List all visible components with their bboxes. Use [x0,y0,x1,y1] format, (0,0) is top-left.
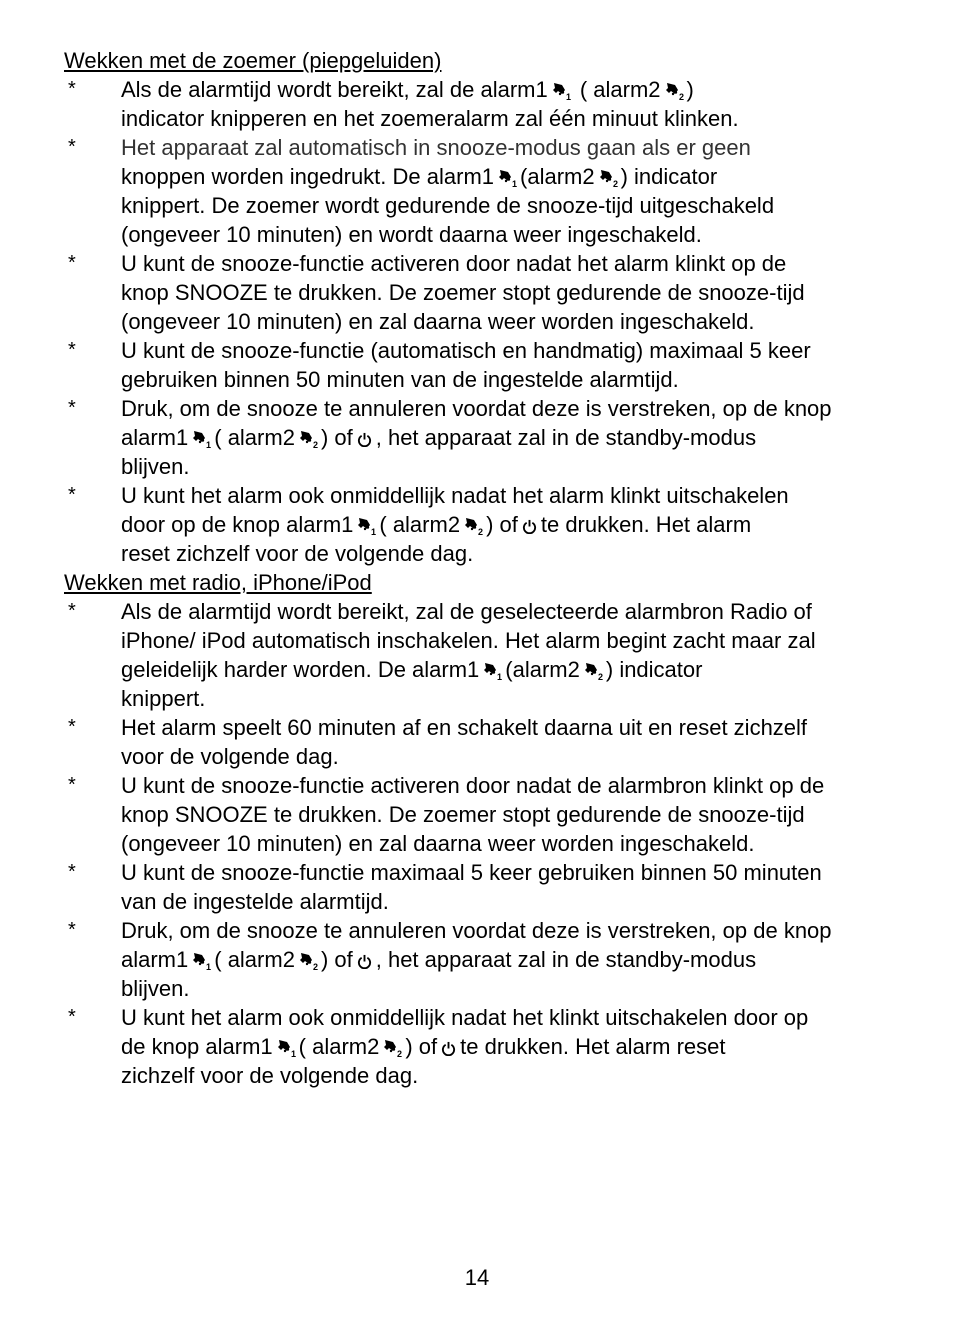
bullet-star: * [68,397,76,419]
list-item [64,75,904,133]
list-item [64,336,904,394]
text-line [121,220,904,249]
power-icon [441,1041,456,1056]
alarm1-icon [482,661,502,681]
svg-text:2: 2 [678,92,684,101]
text-line [121,394,904,423]
text-line [121,278,904,307]
text-segment: ) [686,77,694,102]
text-segment: reset zichzelf voor de volgende dag. [121,541,474,566]
text-segment: Als de alarmtijd wordt bereikt, zal de geselecteerde alarmbron Radio of [121,599,812,624]
text-segment: knoppen worden ingedrukt. De alarm1 [121,164,495,189]
bullet-star: * [68,774,76,796]
list-item [64,481,904,568]
text-line [121,162,904,191]
text-segment: knippert. [121,686,206,711]
bullet-list [64,597,904,1090]
bullet-star: * [68,919,76,941]
text-line [121,133,904,162]
svg-text:1: 1 [497,672,503,681]
text-segment: van de ingestelde alarmtijd. [121,889,389,914]
alarm2-icon [598,168,618,188]
bullet-star: * [68,339,76,361]
text-line [121,249,904,278]
bullet-star: * [68,136,76,158]
text-segment: ) of [486,512,518,537]
alarm1-icon [191,951,211,971]
text-segment: geleidelijk harder worden. De alarm1 [121,657,480,682]
text-line [121,1032,904,1061]
text-segment: Als de alarmtijd wordt bereikt, zal de alarm1 [121,77,548,102]
text-segment: ( alarm2 [379,512,461,537]
text-line [121,452,904,481]
text-segment: (ongeveer 10 minuten) en zal daarna weer worden ingeschakeld. [121,831,755,856]
svg-text:1: 1 [565,92,571,101]
text-line [121,800,904,829]
power-icon [357,432,372,447]
text-segment: ) of [320,947,353,972]
text-segment: (alarm2 [520,164,595,189]
text-segment: alarm1 [121,947,189,972]
text-segment: Druk, om de snooze te annuleren voordat deze is verstreken, op de knop [121,396,832,421]
alarm2-icon [298,951,318,971]
text-segment: ( alarm2 [214,947,295,972]
text-segment: iPhone/ iPod automatisch inschakelen. Het alarm begint zacht maar zal [121,628,816,653]
alarm2-icon [664,81,684,101]
text-segment: door op de knop alarm1 [121,512,354,537]
text-line [121,481,904,510]
bullet-star: * [68,1006,76,1028]
text-segment: (alarm2 [505,657,580,682]
bullet-star: * [68,716,76,738]
text-segment: (ongeveer 10 minuten) en wordt daarna weer ingeschakeld. [121,222,702,247]
bullet-star: * [68,600,76,622]
bullet-star: * [68,78,76,100]
text-segment: voor de volgende dag. [121,744,339,769]
text-line [121,510,904,539]
page-number: 14 [464,1265,490,1290]
list-item [64,249,904,336]
text-line [121,916,904,945]
alarm2-icon [463,516,483,536]
list-item [64,916,904,1003]
text-segment: U kunt het alarm ook onmiddellijk nadat het klinkt uitschakelen door op [121,1005,809,1030]
text-line [121,713,904,742]
list-item [64,597,904,713]
text-segment: gebruiken binnen 50 minuten van de ingestelde alarmtijd. [121,367,679,392]
text-line [121,771,904,800]
text-line [121,887,904,916]
svg-text:2: 2 [397,1049,403,1058]
svg-text:1: 1 [512,179,518,188]
text-segment: U kunt de snooze-functie (automatisch en handmatig) maximaal 5 keer [121,338,811,363]
list-item [64,394,904,481]
text-segment: ) of [405,1034,438,1059]
text-segment: zichzelf voor de volgende dag. [121,1063,419,1088]
text-segment: Het apparaat zal automatisch in snooze-modus gaan als er geen [121,135,751,160]
text-segment: te drukken. Het alarm [540,512,752,537]
svg-text:2: 2 [612,179,618,188]
svg-text:2: 2 [312,962,318,971]
text-segment: , het apparaat zal in de standby-modus [375,947,757,972]
list-item [64,858,904,916]
alarm1-icon [356,516,376,536]
text-segment: ) indicator [620,164,718,189]
text-line [121,1003,904,1032]
text-line [121,626,904,655]
text-line [121,191,904,220]
svg-text:1: 1 [206,962,212,971]
text-line [121,539,904,568]
svg-text:2: 2 [478,527,484,536]
section-heading: Wekken met de zoemer (piepgeluiden) [64,48,442,73]
text-line [121,75,904,104]
text-segment: ( alarm2 [298,1034,380,1059]
text-segment: U kunt de snooze-functie maximaal 5 keer gebruiken binnen 50 minuten [121,860,822,885]
svg-text:1: 1 [371,527,377,536]
text-segment: blijven. [121,976,190,1001]
text-segment: Druk, om de snooze te annuleren voordat deze is verstreken, op de knop [121,918,832,943]
text-segment: ) indicator [605,657,703,682]
text-line [121,104,904,133]
text-segment: (ongeveer 10 minuten) en zal daarna weer worden ingeschakeld. [121,309,755,334]
bullet-star: * [68,252,76,274]
list-item [64,1003,904,1090]
text-segment: indicator knipperen en het zoemeralarm zal één minuut klinken. [121,106,739,131]
text-segment: knippert. De zoemer wordt gedurende de snooze-tijd uitgeschakeld [121,193,775,218]
text-segment: , het apparaat zal in de standby-modus [375,425,757,450]
svg-text:1: 1 [290,1049,296,1058]
list-item [64,713,904,771]
text-segment: Het alarm speelt 60 minuten af en schakelt daarna uit en reset zichzelf [121,715,808,740]
bullet-star: * [68,484,76,506]
text-line [121,742,904,771]
alarm2-icon [382,1038,402,1058]
alarm1-icon [497,168,517,188]
text-segment: U kunt het alarm ook onmiddellijk nadat het alarm klinkt uitschakelen [121,483,789,508]
text-segment: de knop alarm1 [121,1034,273,1059]
text-line [121,365,904,394]
bullet-star: * [68,861,76,883]
list-item [64,771,904,858]
text-line [121,945,904,974]
text-line [121,858,904,887]
power-icon [522,519,537,534]
text-segment: U kunt de snooze-functie activeren door nadat de alarmbron klinkt op de [121,773,825,798]
svg-text:2: 2 [597,672,603,681]
text-line [121,974,904,1003]
text-segment: ( alarm2 [214,425,295,450]
text-segment: knop SNOOZE te drukken. De zoemer stopt gedurende de snooze-tijd [121,280,805,305]
alarm1-icon [191,429,211,449]
alarm2-icon [298,429,318,449]
text-segment: blijven. [121,454,190,479]
bullet-list [64,75,904,568]
text-line [121,655,904,684]
alarm2-icon [583,661,603,681]
svg-text:2: 2 [312,440,318,449]
text-line [121,307,904,336]
text-segment: U kunt de snooze-functie activeren door nadat het alarm klinkt op de [121,251,787,276]
text-segment: te drukken. Het alarm reset [460,1034,726,1059]
text-line [121,829,904,858]
text-line [121,336,904,365]
text-line [121,1061,904,1090]
svg-text:1: 1 [206,440,212,449]
text-line [121,423,904,452]
text-line [121,597,904,626]
document-page [64,46,904,1090]
power-icon [357,954,372,969]
text-segment: ( alarm2 [573,77,661,102]
text-segment: alarm1 [121,425,189,450]
text-segment: ) of [320,425,353,450]
list-item [64,133,904,249]
alarm1-icon [551,81,571,101]
alarm1-icon [276,1038,296,1058]
text-segment: knop SNOOZE te drukken. De zoemer stopt gedurende de snooze-tijd [121,802,805,827]
section-heading: Wekken met radio, iPhone/iPod [64,570,372,595]
text-line [121,684,904,713]
